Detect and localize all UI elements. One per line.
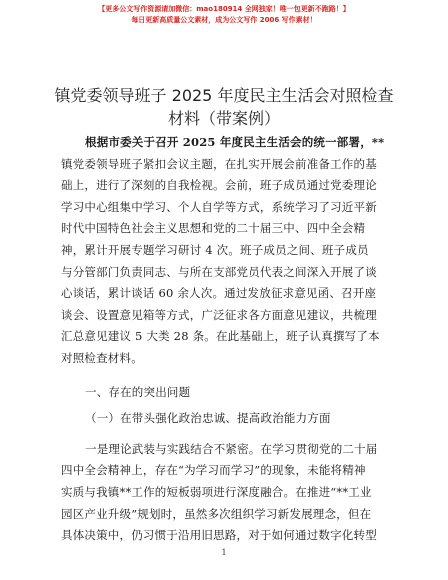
section-heading: 一、存在的突出问题	[85, 384, 191, 399]
intro-paragraph	[61, 132, 387, 370]
promo-banner-line-1: 【更多公文写作资源请加微信：mao180914 全网独家！唯一包更新不跑路！】	[98, 5, 350, 13]
intro-line: 对照检查材料。	[61, 350, 143, 365]
title-line-1: 镇党委领导班子 2025 年度民主生活会对照检查	[54, 86, 394, 105]
section-paragraph	[61, 439, 387, 547]
document-title	[40, 84, 408, 130]
paragraph-line: 具体决策中，仍习惯于沿用旧思路，对于如何通过数字化转型	[61, 528, 377, 543]
paragraph-line: 园区产业升级”规划时，虽然多次组织学习新发展理念，但在	[61, 506, 372, 521]
intro-line: 谈会、设置意见箱等方式，广泛征求各方面意见建议，共梳理	[61, 307, 377, 322]
title-line-2: 材料（带案例）	[167, 109, 280, 128]
intro-line: 神，累计开展专题学习研讨 4 次。班子成员之间、班子成员	[61, 242, 369, 257]
paragraph-line: 一是理论武装与实践结合不紧密。在学习贯彻党的二十届	[85, 441, 378, 456]
intro-line: 础上，进行了深刻的自我检视。会前，班子成员通过党委理论	[61, 178, 377, 193]
intro-line: 根据市委关于召开 2025 年度民主生活会的统一部署，**	[85, 135, 385, 149]
intro-line: 心谈话，累计谈话 60 余人次。通过发放征求意见函、召开座	[61, 286, 377, 301]
document-body	[61, 132, 387, 547]
intro-line: 汇总意见建议 5 大类 28 条。在此基础上，班子认真撰写了本	[61, 329, 380, 344]
intro-line: 时代中国特色社会主义思想和党的二十届三中、四中全会精	[61, 221, 366, 236]
promo-banner-line-2: 每日更新高质量公文素材，成为公文写作 2006 写作素材！	[131, 16, 317, 24]
intro-line: 学习中心组集中学习、个人自学等方式，系统学习了习近平新	[61, 199, 377, 214]
intro-line: 与分管部门负责同志、与所在支部党员代表之间深入开展了谈	[61, 264, 377, 279]
section-subheading: （一）在带头强化政治忠诚、提高政治能力方面	[85, 411, 331, 426]
page-number: 1	[221, 548, 227, 557]
intro-line: 镇党委领导班子紧扣会议主题，在扎实开展会前准备工作的基	[61, 156, 377, 171]
paragraph-line: 实质与我镇**工作的短板弱项进行深度融合。在推进“**工业	[61, 484, 372, 499]
paragraph-line: 四中全会精神上，存在“为学习而学习”的现象，未能将精神	[61, 463, 366, 478]
promo-banner	[0, 4, 448, 25]
